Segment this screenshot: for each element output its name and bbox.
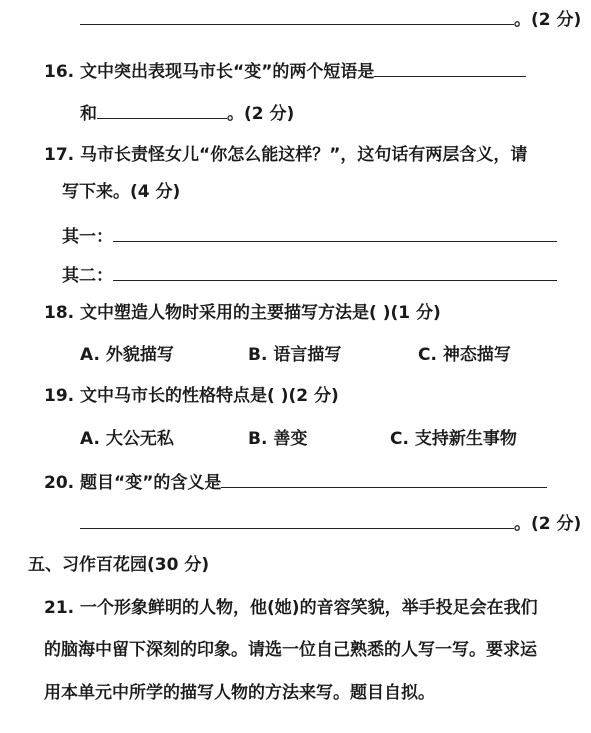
q17-first-row — [62, 223, 557, 249]
q18-option-b[interactable]: B. 语言描写 — [248, 345, 342, 365]
q17-second-row — [62, 262, 557, 288]
q21-line2: 的脑海中留下深刻的印象。请选一位自己熟悉的人写一写。要求运 — [44, 640, 537, 660]
q15-blank[interactable] — [80, 6, 514, 25]
q16-and: 和 — [80, 104, 97, 124]
q17-second-label: 其二： — [62, 266, 113, 286]
q15-answer-line — [80, 6, 581, 32]
q19-option-b[interactable]: B. 善变 — [248, 429, 308, 449]
q18-stem: 18. 文中塑造人物时采用的主要描写方法是( )(1 分) — [44, 303, 441, 323]
q16-blank-2[interactable] — [97, 100, 227, 119]
q17-second-blank[interactable] — [113, 262, 557, 281]
q19-stem: 19. 文中马市长的性格特点是( )(2 分) — [44, 386, 339, 406]
q19-option-a[interactable]: A. 大公无私 — [80, 429, 174, 449]
q20-blank-2[interactable] — [80, 510, 514, 529]
q16-second-line — [80, 100, 294, 126]
q21-line3: 用本单元中所学的描写人物的方法来写。题目自拟。 — [44, 683, 435, 703]
section-five-heading: 五、习作百花园(30 分) — [28, 555, 210, 575]
q16-text: 16. 文中突出表现马市长“变”的两个短语是 — [44, 62, 375, 82]
q17-first-label: 其一： — [62, 227, 113, 247]
q20-second-row — [80, 510, 581, 536]
q16-score: 。(2 分) — [227, 104, 295, 124]
q20-blank-1[interactable] — [221, 469, 547, 488]
q19-option-c[interactable]: C. 支持新生事物 — [390, 429, 517, 449]
q20-stem: 20. 题目“变”的含义是 — [44, 473, 222, 493]
q20-stem-row — [44, 469, 547, 495]
q18-option-a[interactable]: A. 外貌描写 — [80, 345, 174, 365]
q15-score: 。(2 分) — [514, 10, 582, 30]
q18-option-c[interactable]: C. 神态描写 — [418, 345, 511, 365]
q17-stem-line2: 写下来。(4 分) — [62, 182, 181, 202]
q20-score: 。(2 分) — [514, 514, 582, 534]
q21-line1: 21. 一个形象鲜明的人物，他(她)的音容笑貌，举手投足会在我们 — [44, 598, 538, 618]
q17-first-blank[interactable] — [113, 223, 557, 242]
q16-stem — [44, 58, 526, 84]
q17-stem-line1: 17. 马市长责怪女儿“你怎么能这样？”，这句话有两层含义，请 — [44, 145, 528, 165]
q16-blank-1[interactable] — [374, 58, 526, 77]
